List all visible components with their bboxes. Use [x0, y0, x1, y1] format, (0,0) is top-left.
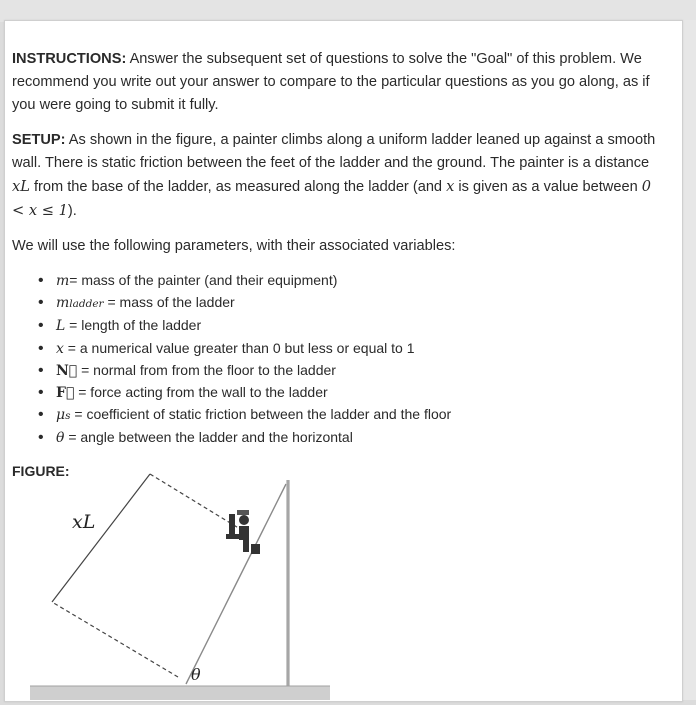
param-desc: = length of the ladder [65, 317, 202, 334]
param-item [38, 360, 662, 382]
param-symbol: N [56, 362, 78, 379]
param-desc: = mass of the painter (and their equipment) [69, 272, 338, 288]
param-item [38, 270, 662, 292]
param-item [38, 427, 662, 449]
top-strip [0, 0, 696, 22]
param-desc: = normal from from the floor to the ladder [77, 361, 336, 378]
setup-range: 0 < x ≤ 1 [12, 178, 652, 219]
param-item [38, 292, 662, 315]
setup-xL: xL [12, 178, 30, 195]
param-symbol: μ [56, 407, 66, 424]
vector-symbol [56, 385, 74, 401]
params-list [12, 270, 662, 450]
param-symbol: θ [56, 430, 65, 447]
param-desc: = coefficient of static friction between the ladder and the floor [70, 406, 452, 423]
vector-symbol [56, 363, 77, 379]
floor [30, 686, 330, 700]
param-desc: = a numerical value greater than 0 but less or equal to 1 [63, 339, 415, 356]
instructions-text: Answer the subsequent set of questions to solve the "Goal" of this problem. We recommend you write out your answer to compare to the particular questions as you go along, as if you were going to submit it fully. [12, 51, 650, 113]
param-symbol: F [56, 385, 75, 402]
measurement-dim-cap [52, 474, 150, 602]
figure-label: FIGURE: [12, 462, 70, 479]
ladder [186, 484, 286, 684]
angle-label: θ [191, 665, 201, 684]
param-item [38, 404, 662, 427]
param-desc: = force acting from the wall to the ladder [74, 384, 328, 401]
measurement-dim-lower [52, 602, 178, 677]
content [12, 48, 662, 483]
param-symbol: m [56, 273, 70, 289]
param-symbol: L [56, 318, 66, 335]
setup-text-2: from the base of the ladder, as measured along the ladder (and [29, 179, 447, 195]
right-edge [681, 20, 696, 700]
param-subscript: s [65, 410, 71, 423]
figure [30, 470, 330, 700]
param-symbol: m [56, 295, 70, 312]
ladder-figure [30, 470, 330, 700]
instructions-paragraph [12, 48, 662, 117]
param-item [38, 338, 662, 360]
setup-label: SETUP: [12, 132, 66, 148]
param-item [38, 382, 662, 404]
param-desc: = mass of the ladder [103, 294, 235, 311]
setup-text-1: As shown in the figure, a painter climbs along a uniform ladder leaned up against a smooth wall. There is static friction between the feet of the ladder and the ground. The painter is a distance [12, 132, 656, 171]
instructions-label: INSTRUCTIONS: [12, 51, 127, 67]
length-label: xL [72, 511, 96, 533]
painter-icon [226, 510, 260, 554]
param-item [38, 315, 662, 337]
setup-text-3: is given as a value between [454, 179, 642, 195]
setup-x: x [446, 178, 455, 195]
param-desc: = angle between the ladder and the horizontal [64, 429, 353, 446]
param-symbol: x [56, 340, 64, 357]
setup-paragraph [12, 129, 662, 223]
params-intro: We will use the following parameters, with their associated variables: [12, 238, 456, 254]
param-subscript: ladder [69, 298, 104, 311]
setup-text-4: ). [67, 203, 77, 219]
